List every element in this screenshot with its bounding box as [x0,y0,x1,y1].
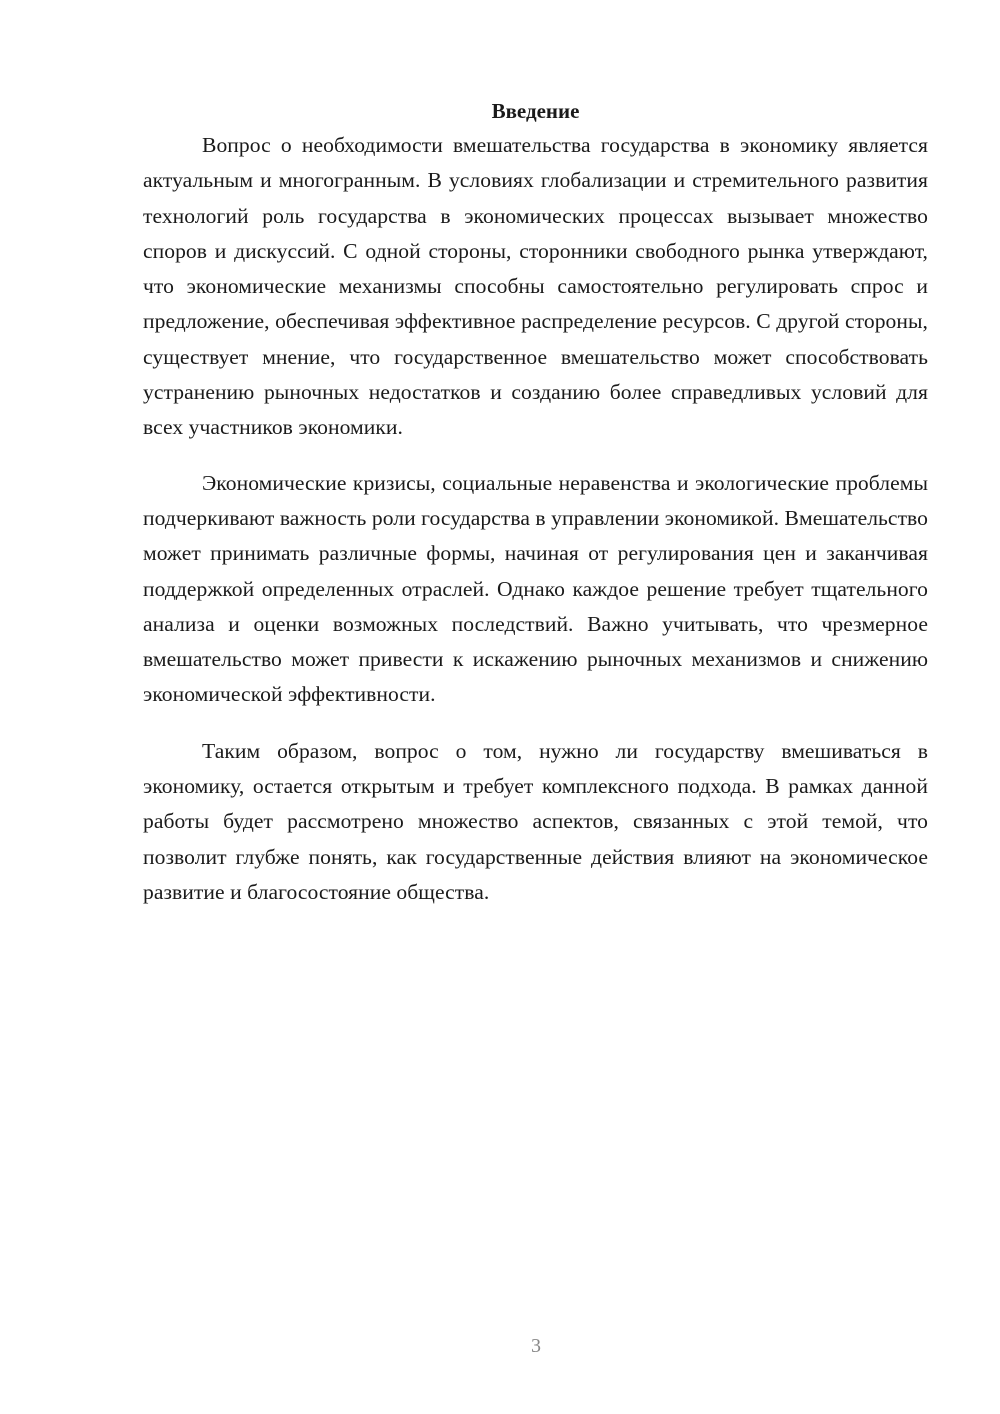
paragraph-2: Экономические кризисы, социальные неравенства и экологические проблемы подчеркивают важность роли государства в управлении экономикой. Вмешательство может принимать различные формы, начиная от регулирования цен и заканчивая поддержкой определенных отраслей. Однако каждое решение требует тщательного анализа и оценки возможных последствий. Важно учитывать, что чрезмерное вмешательство может привести к искажению рыночных механизмов и снижению экономической эффективности. [143,470,928,707]
section-heading: Введение [491,99,580,123]
paragraph-1: Вопрос о необходимости вмешательства государства в экономику является актуальным и многогранным. В условиях глобализации и стремительного развития технологий роль государства в экономических процессах вызывает множество споров и дискуссий. С одной стороны, сторонники свободного рынка утверждают, что экономические механизмы способны самостоятельно регулировать спрос и предложение, обеспечивая эффективное распределение ресурсов. С другой стороны, существует мнение, что государственное вмешательство может способствовать устранению рыночных недостатков и созданию более справедливых условий для всех участников экономики. [143,133,928,440]
page-number: 3 [531,1335,541,1357]
page-content [143,94,928,910]
paragraph-3: Таким образом, вопрос о том, нужно ли государству вмешиваться в экономику, остается открытым и требует комплексного подхода. В рамках данной работы будет рассмотрено множество аспектов, связанных с этой темой, что позволит глубже понять, как государственные действия влияют на экономическое развитие и благосостояние общества. [143,738,928,904]
